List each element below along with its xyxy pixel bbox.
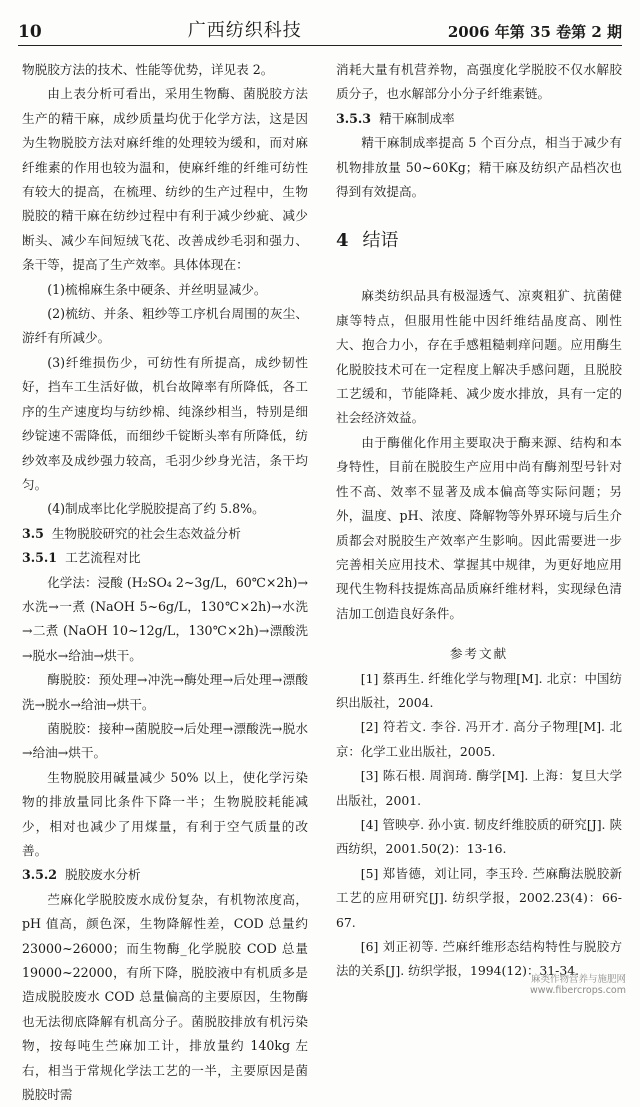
running-header <box>18 14 622 46</box>
section-title: 脱胶废水分析 <box>65 867 141 883</box>
section-title: 工艺流程对比 <box>65 550 141 566</box>
paragraph: 由于酶催化作用主要取决于酶来源、结构和本身特性，目前在脱胶生产应用中尚有酶剂型号针对性不高、效率不显著及成本偏高等实际问题；另外，温度、pH、浓度、降解物等外界环境与后生介质都会对脱胶生产效率产生影响。因此需要进一步完善相关应用技术、掌握其中规律，为更好地应用现代生物科技提炼高品质麻纤维材料，实现绿色清洁加工创造良好条件。 <box>336 434 622 621</box>
section-heading-3-5 <box>22 522 308 546</box>
paragraph-chemical-process: 化学法：浸酸 (H₂SO₄ 2~3g/L，60℃×2h)→水洗→一煮 (NaOH 5~6g/L，130℃×2h)→水洗→二煮 (NaOH 10~12g/L，130℃×2h)→漂酸洗→脱水→给油→烘干。 <box>22 574 308 663</box>
watermark <box>530 974 626 996</box>
watermark-text: 麻类作物营养与施肥网 <box>530 974 626 985</box>
list-item: (3)纤维损伤少，可纺性有所提高，成纱韧性好，挡车工生活好做，机台故障率有所降低，各工序的生产速度均与纺纱棉、纯涤纱相当，特别是细纱锭速不需降低，而细纱千锭断头率有所降低，纺纱效率及成纱强力较高，毛羽少纱身光洁，条干均匀。 <box>22 354 308 492</box>
paragraph: 麻类纺织品具有极湿透气、凉爽粗犷、抗菌健康等特点，但服用性能中因纤维结晶度高、刚性大、抱合力小，存在手感粗糙刺痒问题。应用酶生化脱胶技术可在一定程度上解决手感问题，且脱胶工艺缓和，节能降耗、减少废水排放，具有一定的社会经济效益。 <box>336 288 622 426</box>
section-title: 结语 <box>362 230 399 252</box>
paragraph-bacteria-process: 菌脱胶：接种→菌脱胶→后处理→漂酸洗→脱水→给油→烘干。 <box>22 720 308 761</box>
paragraph: 物脱胶方法的技术、性能等优势，详见表 2。 <box>22 62 274 77</box>
list-item: (4)制成率比化学脱胶提高了约 5.8%。 <box>47 501 265 517</box>
reference-item: [1] 蔡再生. 纤维化学与物理[M]. 北京：中国纺织出版社，2004. <box>336 670 622 710</box>
list-item: (1)梳棉麻生条中硬条、并丝明显减少。 <box>47 281 267 297</box>
section-heading-3-5-3 <box>336 107 622 131</box>
section-number: 3.5 <box>22 525 44 541</box>
journal-title: 广西纺织科技 <box>187 20 302 41</box>
reference-item: [2] 符若文. 李谷. 冯开才. 高分子物理[M]. 北京：化学工业出版社，2005. <box>336 719 622 759</box>
section-heading-3-5-2 <box>22 863 308 887</box>
reference-item: [5] 郑皆德，刘让同，李玉玲. 苎麻酶法脱胶新工艺的应用研究[J]. 纺织学报，2002.23(4)：66-67. <box>336 865 622 930</box>
list-item: (2)梳纺、并条、粗纱等工序机台周围的灰尘、游纤有所减少。 <box>22 306 308 346</box>
left-column <box>22 58 308 1107</box>
references-title: 参考文献 <box>449 646 509 662</box>
reference-item: [6] 刘正初等. 苎麻纤维形态结构特性与脱胶方法的关系[J]. 纺织学报，1994(12)：31-34. <box>336 939 622 979</box>
section-title: 精干麻制成率 <box>379 110 455 126</box>
paragraph: 生物脱胶用碱量减少 50% 以上，使化学污染物的排放量同比条件下降一半；生物脱胶耗能减少，相对也减少了用煤量，有利于空气质量的改善。 <box>22 769 308 858</box>
section-heading-4 <box>336 226 622 256</box>
paragraph: 精干麻制成率提高 5 个百分点，相当于减少有机物排放量 50~60Kg；精干麻及纺织产品档次也得到有效提高。 <box>336 135 622 200</box>
issue-info: 2006 年第 35 卷第 2 期 <box>447 23 622 41</box>
page-number: 10 <box>18 22 42 42</box>
reference-item: [3] 陈石根. 周润琦. 酶学[M]. 上海：复旦大学出版社，2001. <box>336 768 622 808</box>
reference-item: [4] 管映亭. 孙小寅. 韧皮纤维胶质的研究[J]. 陕西纺织，2001.50(2)：13-16. <box>336 816 622 857</box>
paragraph: 消耗大量有机营养物，高强度化学脱胶不仅水解胶质分子，也水解部分小分子纤维素链。 <box>336 62 622 102</box>
watermark-url: www.fibercrops.com <box>529 985 626 996</box>
paragraph: 苎麻化学脱胶废水成份复杂，有机物浓度高，pH 值高，颜色深，生物降解性差，COD 总量约 23000~26000；而生物酶_化学脱胶 COD 总量 19000~22000，有所下降，脱胶液中有机质多是造成脱胶废水 COD 总量偏高的主要原因，生物酶也无法彻底降解有机高分子。菌脱胶排放有机污染物，按每吨生苎麻加工计，排放量约 140kg 左右，相当于常规化学法工艺的一半，主要原因是菌脱胶时需 <box>22 891 308 1103</box>
section-number: 3.5.2 <box>22 867 58 883</box>
right-column <box>336 58 622 984</box>
paragraph-enzyme-process: 酶脱胶：预处理→冲洗→酶处理→后处理→漂酸洗→脱水→给油→烘干。 <box>22 672 308 712</box>
paragraph: 由上表分析可看出，采用生物酶、菌脱胶方法生产的精干麻，成纱质量均优于化学方法，这是因为生物脱胶方法对麻纤维的处理较为缓和，而对麻纤维素的作用也较为温和，使麻纤维的纤维可纺性有较大的提高，在梳理、纺纱的生产过程中，生物脱胶的精干麻在纺纱过程中有利于减少纱疵、减少断头、减少车间短绒飞花、改善成纱毛羽和强力、条干等，提高了生产效率。具体体现在： <box>22 86 308 273</box>
section-heading-3-5-1 <box>22 546 308 570</box>
section-number: 3.5.3 <box>336 110 372 126</box>
section-title: 生物脱胶研究的社会生态效益分析 <box>51 525 241 541</box>
section-number: 4 <box>336 230 349 252</box>
section-number: 3.5.1 <box>22 550 58 566</box>
